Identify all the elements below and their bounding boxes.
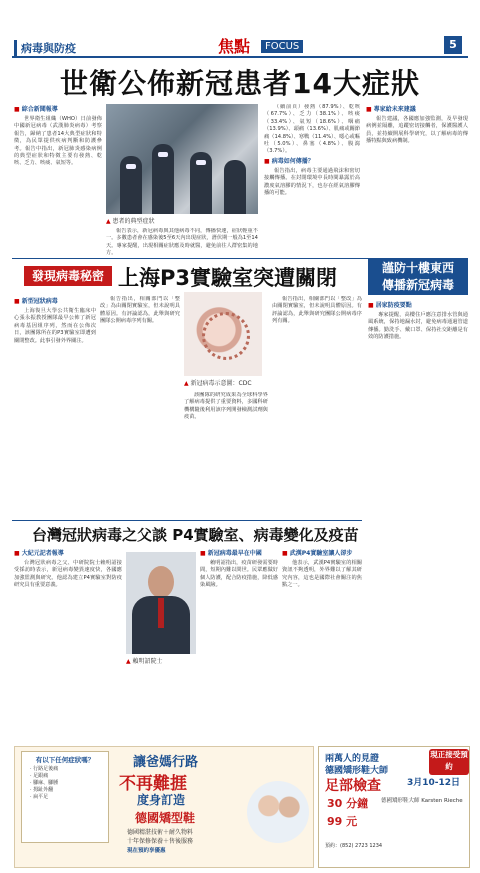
ad2-price-2: 99 元: [327, 815, 358, 828]
newspaper-logo: 焦點: [218, 37, 251, 56]
page-number: 5: [444, 36, 462, 54]
sidebar-banner-line-2: 傳播新冠病毒: [381, 278, 454, 292]
story3-subhead-2: ■ 武漢P4實驗室讓人卻步: [282, 550, 362, 558]
story1-text-2: 報告表示，新冠病毒與其他病毒不同，傳播快速，症狀輕重不一。多數患者會在感染後5至6天內出現症狀，潛伏期一般為1至14天。專家提醒，出現相關症狀應及時就醫，避免前往人群密集的地方。: [106, 228, 258, 256]
story1-subhead-1: ■ 病毒如何傳播？: [264, 158, 360, 166]
ad-line-1: 德國精湛技術＋耐久物料: [127, 829, 194, 836]
ad-title-2: 不再難捱: [119, 774, 187, 794]
sidebar-banner: [368, 259, 468, 295]
page-header: [0, 0, 480, 60]
story1-column-4: [366, 104, 468, 254]
focus-badge: FOCUS: [261, 40, 303, 53]
symptom-item: · 行路足後痛: [30, 766, 59, 772]
ad2-line-1: 兩萬人的見證: [325, 754, 380, 764]
ad2-phone[interactable]: 預約：(852) 2723 1234: [325, 843, 383, 849]
story1-column-1: [14, 104, 102, 254]
story1-text-3: （續前頁）發熱（87.9%）、乾咳（67.7%）、乏力（38.1%）、咳痰（33.4%）、氣短（18.6%）、咽痛（13.9%）、頭痛（13.6%）、肌痛或關節痛（14.8%）、寒戰（11.4%）、噁心或嘔吐（5.0%）、鼻塞（4.8%）、腹瀉（3.7%）。: [264, 104, 360, 155]
story1-subhead-2: ■ 專家給未來建議: [366, 106, 468, 114]
header-divider: [12, 56, 468, 58]
shoe-advertisement[interactable]: [14, 746, 314, 868]
story2-banner: 發現病毒秘密: [24, 266, 112, 286]
symptom-list: [22, 766, 108, 801]
ad-line-3: 現在預約享優惠: [127, 848, 166, 854]
ad-title-3: 度身訂造: [137, 793, 186, 807]
doctors-photo: [106, 104, 258, 214]
portrait-tie: [158, 598, 164, 628]
story2-text-4: 報告指出，相關部門以「整改」為由關閉實驗室，但未說明具體原因。有評論認為，此舉與研究團隊公開病毒序列有關。: [272, 296, 362, 325]
virus-caption: ▲ 新冠病毒示意圖：CDC: [184, 380, 274, 388]
story1-text-3b: 報告指出，病毒主要通過飛沫和密切接觸傳播。在封閉環境中長時間暴露於高濃度氣溶膠的情況下，也存在經氣溶膠傳播的可能。: [264, 167, 360, 197]
ad2-line-3: 足部檢查: [325, 778, 381, 794]
story3-headline: 台灣冠狀病毒之父談 P4實驗室、病毒變化及疫苗: [32, 526, 359, 544]
ad2-booking-badge[interactable]: 現正接受預約: [429, 749, 469, 775]
sidebar-text: 專家提醒，高樓住戶應注意排水管與通風系統，保持地漏水封，避免病毒通過管道傳播。勤洗手、戴口罩、保持社交距離是有效的防護措施。: [368, 312, 468, 341]
sidebar-banner-line-1: 謹防十樓東西: [381, 261, 454, 275]
story1-text-4: 報告建議，各國應加強監測，及早發現病例並隔離，追蹤密切接觸者，保護醫護人員，並持續開展科學研究，以了解病毒的傳播特點與致病機制。: [366, 116, 468, 145]
story3-text-3: 他表示，武漢P4實驗室的相關資訊不夠透明，外界難以了解其研究內容，這也是國際社會關注的焦點之一。: [282, 560, 362, 589]
figure: [224, 160, 246, 214]
symptom-item: · 腳麻、腳腫: [30, 780, 59, 786]
story3-subhead-1: ■ 新冠病毒最早在中國: [200, 550, 278, 558]
story1-text-1: 世界衛生組織（WHO）日前發佈中國新冠病毒（武漢肺炎病毒）考察報告，歸納了患者14大典型症狀和特徵，為民眾提供疾病判斷和防護參考。報告中指出，新冠肺炎感染病例的典型症狀和特徵主要有發熱、乾咳、乏力、咳痰、氣短等。: [14, 116, 102, 167]
symptom-question: 有以下任何症狀嗎？: [35, 756, 95, 764]
story3-column-1: [14, 548, 122, 738]
story1-column-3: [264, 104, 360, 254]
story3-text-1: 台灣冠狀病毒之父、中研院院士賴明詔接受採訪時表示，新冠病毒變異速度快，各國應加強監測與研究。他認為建立P4實驗室對防疫研究具有重要意義。: [14, 560, 122, 589]
story2-headline: 上海P3實驗室突遭關閉: [118, 266, 338, 290]
section-divider: [12, 520, 362, 521]
story2-text-3: 該團隊的研究成果為全球科學界了解病毒提供了重要資料，多國科研機構隨後利用該序列開發檢測試劑與疫苗。: [184, 392, 268, 421]
portrait-head: [148, 566, 174, 598]
ad-title-1: 讓爸媽行路: [133, 755, 199, 770]
section-label: 病毒與防疫: [14, 40, 76, 56]
ad2-note: 德國矯形鞋大師 Karsten Rieche: [381, 798, 463, 804]
story3-column-3: [282, 548, 362, 738]
story2-column-4: [272, 296, 362, 518]
story1-byline: ■ 綜合新聞報導: [14, 106, 102, 114]
symptom-box: [21, 751, 109, 843]
virus-image: [184, 292, 262, 376]
ad2-date: 3月10-12日: [407, 778, 461, 788]
story2-text-1: 上海復旦大學公共衛生臨床中心張永振教授團隊最早公佈了新冠病毒基因組序列，然而在公佈次日，該團隊所在的P3實驗室即遭到關閉整改。此事引發外界關注。: [14, 308, 96, 344]
story2-subhead: ■ 新型冠狀病毒: [14, 298, 96, 306]
couple-photo: [247, 781, 309, 843]
ad-title-4: 德國矯型鞋: [135, 811, 196, 825]
story2-column-2: [100, 296, 180, 518]
story3-column-2: [200, 548, 278, 738]
ad-line-2: 十年保修保養＋售後服務: [127, 838, 194, 845]
symptom-item: · 拇趾外翻: [30, 787, 54, 793]
story2-text-2: 報告指出，相關部門以「整改」為由關閉實驗室，但未說明具體原因。有評論認為，此舉與研究團隊公開病毒序列有關。: [100, 296, 180, 325]
symptom-item: · 足跟痛: [30, 773, 49, 779]
story3-text-2: 賴明詔指出，疫苗研發需要時間，短期內難以問世。民眾應做好個人防護，配合防疫措施，降低感染風險。: [200, 560, 278, 589]
sidebar-subhead: ■ 居家防疫要點: [368, 302, 468, 310]
portrait-photo: [126, 552, 196, 654]
photo-caption: ▲ 患者的典型症狀: [106, 218, 256, 226]
mask: [126, 164, 136, 169]
story1-column-2: [106, 228, 258, 256]
main-headline: 世衛公佈新冠患者14大症狀: [60, 67, 420, 100]
symptom-item: · 扁平足: [30, 794, 49, 800]
story3-byline: ■ 大紀元記者報導: [14, 550, 122, 558]
foot-check-advertisement[interactable]: [318, 746, 470, 868]
ad2-line-2: 德國矯形鞋大師: [325, 766, 389, 776]
mask: [158, 152, 168, 157]
story2-column-3: [184, 392, 268, 518]
portrait-caption: ▲ 賴明詔院士: [126, 658, 196, 666]
mask: [196, 160, 206, 165]
sidebar-column: [368, 300, 468, 740]
ad2-price-1: 30 分鐘: [327, 797, 369, 810]
story2-column-1: [14, 296, 96, 518]
